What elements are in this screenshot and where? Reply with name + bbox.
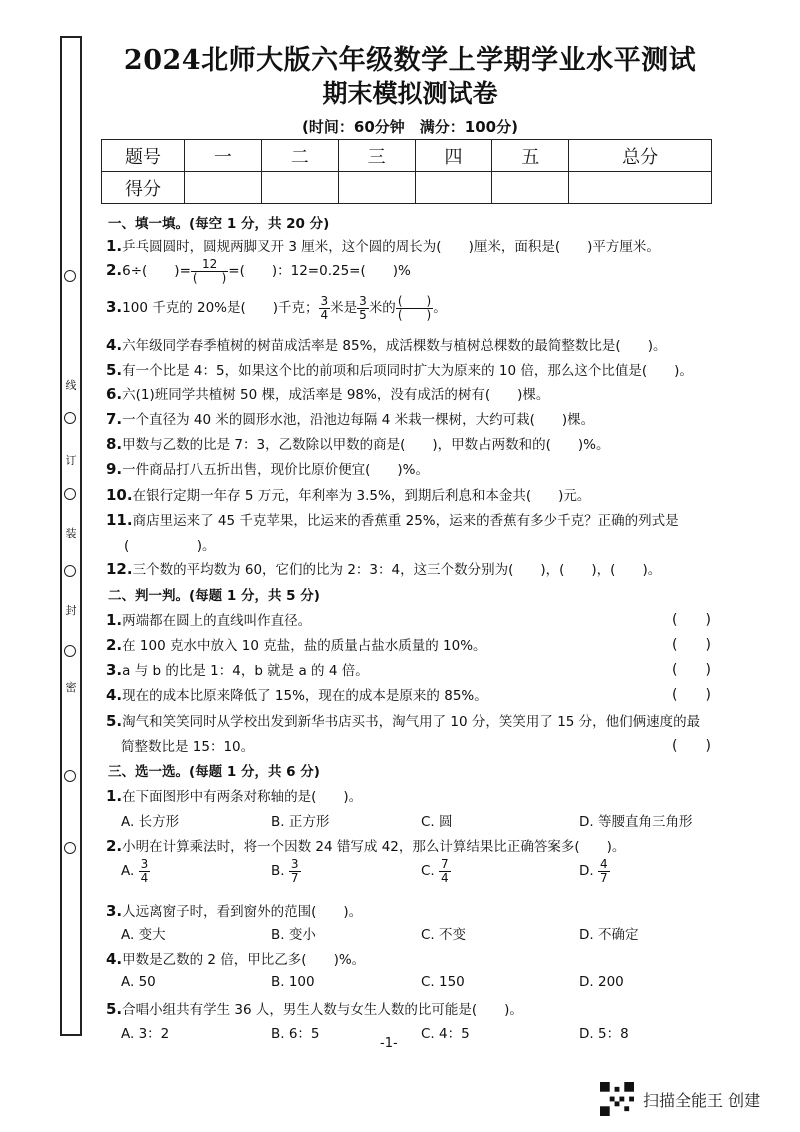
choice-option-c[interactable]: C. 4：5 <box>421 1026 470 1042</box>
fraction-denominator: ( ) <box>397 307 432 322</box>
question-number: 5. <box>106 361 123 379</box>
fraction-numerator: 4 <box>599 857 608 871</box>
section-heading-choose: 三、选一选。(每题 1 分，共 6 分) <box>108 764 320 780</box>
table-cell: 一 <box>185 140 262 172</box>
fraction <box>319 295 331 321</box>
answer-paren[interactable]: ( ) <box>672 687 711 703</box>
question-text: 小明在计算乘法时，将一个因数 24 错写成 42，那么计算结果比正确答案多( )。 <box>122 839 626 855</box>
time-info: (时间：60分钟 满分：100分) <box>302 118 518 136</box>
choice-option-a[interactable] <box>121 858 150 884</box>
question-text: a 与 b 的比是 1：4，b 就是 a 的 4 倍。 <box>122 663 369 679</box>
question-text: 有一个比是 4：5，如果这个比的前项和后项同时扩大为原来的 10 倍，那么这个比值是( )。 <box>122 363 693 379</box>
choice-option-d[interactable] <box>579 858 610 884</box>
fraction-denominator: 5 <box>359 307 367 322</box>
fraction <box>439 858 451 884</box>
fraction-denominator: ( ) <box>192 270 227 285</box>
binding-mark-line: 线 <box>62 380 80 391</box>
question-number: 1. <box>106 611 123 629</box>
binding-hole <box>64 770 76 782</box>
choice-question <box>106 785 362 805</box>
binding-mark-pack: 装 <box>62 528 80 539</box>
question-number: 2. <box>106 636 123 654</box>
fraction-numerator: 7 <box>441 857 449 871</box>
fill-question <box>106 258 411 284</box>
judge-question-continued: 简整数比是 15：10。 <box>121 739 255 755</box>
fraction <box>396 295 433 321</box>
choice-option-c[interactable]: C. 不变 <box>421 927 467 943</box>
binding-hole <box>64 488 76 500</box>
score-table-header-row <box>102 140 712 172</box>
question-number: 11. <box>106 511 133 529</box>
judge-question <box>106 659 369 679</box>
fill-question-continued: ( )。 <box>124 538 216 554</box>
score-table <box>101 139 712 204</box>
fraction-numerator: 3 <box>140 857 149 871</box>
binding-hole <box>64 412 76 424</box>
question-number: 12. <box>106 560 133 578</box>
question-text: 现在的成本比原来降低了 15%，现在的成本是原来的 85%。 <box>122 688 488 704</box>
score-input-cell[interactable] <box>569 172 712 204</box>
section-heading-judge: 二、判一判。(每题 1 分，共 5 分) <box>108 588 320 604</box>
question-number: 7. <box>106 410 123 428</box>
fraction <box>191 258 228 284</box>
question-number: 3. <box>106 298 123 317</box>
question-number: 3. <box>106 661 123 679</box>
fraction-denominator: 4 <box>140 870 149 885</box>
score-input-cell[interactable] <box>492 172 569 204</box>
choice-option-d[interactable]: D. 等腰直角三角形 <box>579 814 693 830</box>
fraction <box>598 858 610 884</box>
choice-option-c[interactable]: C. 150 <box>421 974 465 990</box>
choice-option-a[interactable]: A. 50 <box>121 974 156 990</box>
fill-question <box>106 484 590 504</box>
question-number: 1. <box>106 237 123 255</box>
question-text: 乒乓圆圆时，圆规两脚叉开 3 厘米，这个圆的周长为( )厘米，面积是( )平方厘米。 <box>122 239 660 255</box>
question-text: 甲数与乙数的比是 7：3，乙数除以甲数的商是( )，甲数占两数和的( )%。 <box>122 437 610 453</box>
question-number: 10. <box>106 486 133 504</box>
choice-option-a[interactable]: A. 3：2 <box>121 1026 170 1042</box>
choice-option-b[interactable]: B. 100 <box>271 974 315 990</box>
question-number: 4. <box>106 336 123 354</box>
choice-option-d[interactable]: D. 不确定 <box>579 927 639 943</box>
choice-option-d[interactable]: D. 200 <box>579 974 624 990</box>
choice-question <box>106 900 362 920</box>
binding-hole <box>64 565 76 577</box>
choice-question <box>106 835 625 855</box>
table-cell: 三 <box>338 140 415 172</box>
page-subtitle: 期末模拟测试卷 <box>322 79 498 108</box>
choice-question <box>106 998 523 1018</box>
binding-hole <box>64 645 76 657</box>
score-input-cell[interactable] <box>415 172 492 204</box>
question-text: 人远离窗子时，看到窗外的范围( )。 <box>122 904 363 920</box>
fraction-denominator: 4 <box>441 870 449 885</box>
fill-question <box>106 458 429 478</box>
judge-question <box>106 609 311 629</box>
answer-paren[interactable]: ( ) <box>672 612 711 628</box>
question-text: 在 100 克水中放入 10 克盐，盐的质量占盐水质量的 10%。 <box>122 638 487 654</box>
qr-code-icon <box>600 1082 634 1116</box>
question-text: 三个数的平均数为 60，它们的比为 2：3：4，这三个数分别为( )，( )，( )。 <box>132 562 662 578</box>
choice-option-b[interactable]: B. 变小 <box>271 927 316 943</box>
choice-question <box>106 948 365 968</box>
question-text: 淘气和笑笑同时从学校出发到新华书店买书，淘气用了 10 分，笑笑用了 15 分，他们俩速度的最 <box>122 714 701 730</box>
fill-question <box>106 408 594 428</box>
question-number: 1. <box>106 787 123 805</box>
question-text: 一件商品打八五折出售，现价比原价便宜( )%。 <box>122 462 430 478</box>
choice-option-c[interactable] <box>421 858 451 884</box>
fraction-denominator: 7 <box>599 870 608 885</box>
choice-option-d[interactable]: D. 5：8 <box>579 1026 629 1042</box>
fraction <box>289 858 301 884</box>
score-input-cell[interactable] <box>338 172 415 204</box>
table-cell: 五 <box>492 140 569 172</box>
option-letter: C. <box>421 863 435 880</box>
page-title: 2024北师大版六年级数学上学期学业水平测试 <box>123 45 697 76</box>
section-heading-fill: 一、填一填。(每空 1 分，共 20 分) <box>108 216 330 232</box>
fraction-denominator: 7 <box>290 870 299 885</box>
question-text: 合唱小组共有学生 36 人，男生人数与女生人数的比可能是( )。 <box>122 1002 523 1018</box>
choice-option-b[interactable]: B. 正方形 <box>271 814 330 830</box>
table-cell: 四 <box>415 140 492 172</box>
fill-question <box>106 558 661 578</box>
question-text: 在银行定期一年存 5 万元，年利率为 3.5%，到期后利息和本金共( )元。 <box>132 488 591 504</box>
answer-paren[interactable]: ( ) <box>672 738 711 754</box>
binding-hole <box>64 842 76 854</box>
question-text: =( )：12=0.25=( )% <box>228 263 411 280</box>
question-text: 两端都在圆上的直线叫作直径。 <box>122 613 312 629</box>
fill-question <box>106 433 610 453</box>
question-text: 商店里运来了 45 千克苹果，比运来的香蕉重 25%，运来的香蕉有多少千克？正确的列式是 <box>132 513 679 529</box>
question-number: 5. <box>106 712 123 730</box>
question-text: 甲数是乙数的 2 倍，甲比乙多( )%。 <box>122 952 366 968</box>
answer-paren[interactable]: ( ) <box>672 662 711 678</box>
binding-mark-bind: 订 <box>62 455 80 466</box>
fraction-numerator: 12 <box>191 258 228 272</box>
table-cell: 得分 <box>102 172 185 204</box>
score-input-cell[interactable] <box>185 172 262 204</box>
binding-hole <box>64 270 76 282</box>
fraction-denominator: 4 <box>320 307 329 322</box>
question-number: 6. <box>106 385 123 403</box>
fraction-numerator: 3 <box>320 294 329 308</box>
fraction-numerator: 3 <box>359 294 367 308</box>
answer-paren[interactable]: ( ) <box>672 637 711 653</box>
question-number: 5. <box>106 1000 123 1018</box>
question-text: 在下面图形中有两条对称轴的是( )。 <box>122 789 363 805</box>
choice-option-c[interactable]: C. 圆 <box>421 814 453 830</box>
fill-question <box>106 383 549 403</box>
table-cell: 二 <box>261 140 338 172</box>
choice-option-b[interactable]: B. 6：5 <box>271 1026 320 1042</box>
fraction-numerator: 3 <box>290 857 299 871</box>
fraction <box>139 858 151 884</box>
fill-question <box>106 295 447 321</box>
binding-mark-seal: 封 <box>62 605 80 616</box>
page-number: -1- <box>380 1036 398 1051</box>
question-number: 2. <box>106 837 123 855</box>
judge-question <box>106 634 487 654</box>
fill-question <box>106 334 666 354</box>
question-number: 3. <box>106 902 123 920</box>
question-text: 六年级同学春季植树的树苗成活率是 85%，成活棵数与植树总棵数的最简整数比是( )。 <box>122 338 667 354</box>
question-number: 2. <box>106 261 123 280</box>
fraction-numerator: ( ) <box>397 294 432 308</box>
fraction <box>357 295 369 321</box>
judge-question <box>106 684 488 704</box>
question-number: 9. <box>106 460 123 478</box>
table-cell: 题号 <box>102 140 185 172</box>
question-text: 。 <box>433 300 447 317</box>
score-input-cell[interactable] <box>261 172 338 204</box>
question-number: 8. <box>106 435 123 453</box>
question-number: 4. <box>106 950 123 968</box>
question-text: 六(1)班同学共植树 50 棵，成活率是 98%，没有成活的树有( )棵。 <box>122 387 550 403</box>
choice-option-b[interactable] <box>271 858 301 884</box>
question-text: 米的 <box>368 300 396 317</box>
fill-question <box>106 235 660 255</box>
question-text: 一个直径为 40 米的圆形水池，沿池边每隔 4 米栽一棵树，大约可栽( )棵。 <box>122 412 595 428</box>
fill-question <box>106 509 679 529</box>
question-text: 米是 <box>330 300 358 317</box>
option-letter: A. <box>121 863 135 880</box>
binding-mark-close: 密 <box>62 682 80 693</box>
question-number: 4. <box>106 686 123 704</box>
scanner-watermark: 扫描全能王 创建 <box>643 1091 761 1110</box>
score-table-score-row <box>102 172 712 204</box>
option-letter: D. <box>579 863 594 880</box>
table-cell: 总分 <box>569 140 712 172</box>
question-text: 100 千克的 20%是( )千克； <box>122 300 319 317</box>
fill-question <box>106 359 693 379</box>
choice-option-a[interactable]: A. 长方形 <box>121 814 180 830</box>
choice-option-a[interactable]: A. 变大 <box>121 927 166 943</box>
judge-question <box>106 710 700 730</box>
question-text: 6÷( )= <box>122 263 191 280</box>
option-letter: B. <box>271 863 285 880</box>
